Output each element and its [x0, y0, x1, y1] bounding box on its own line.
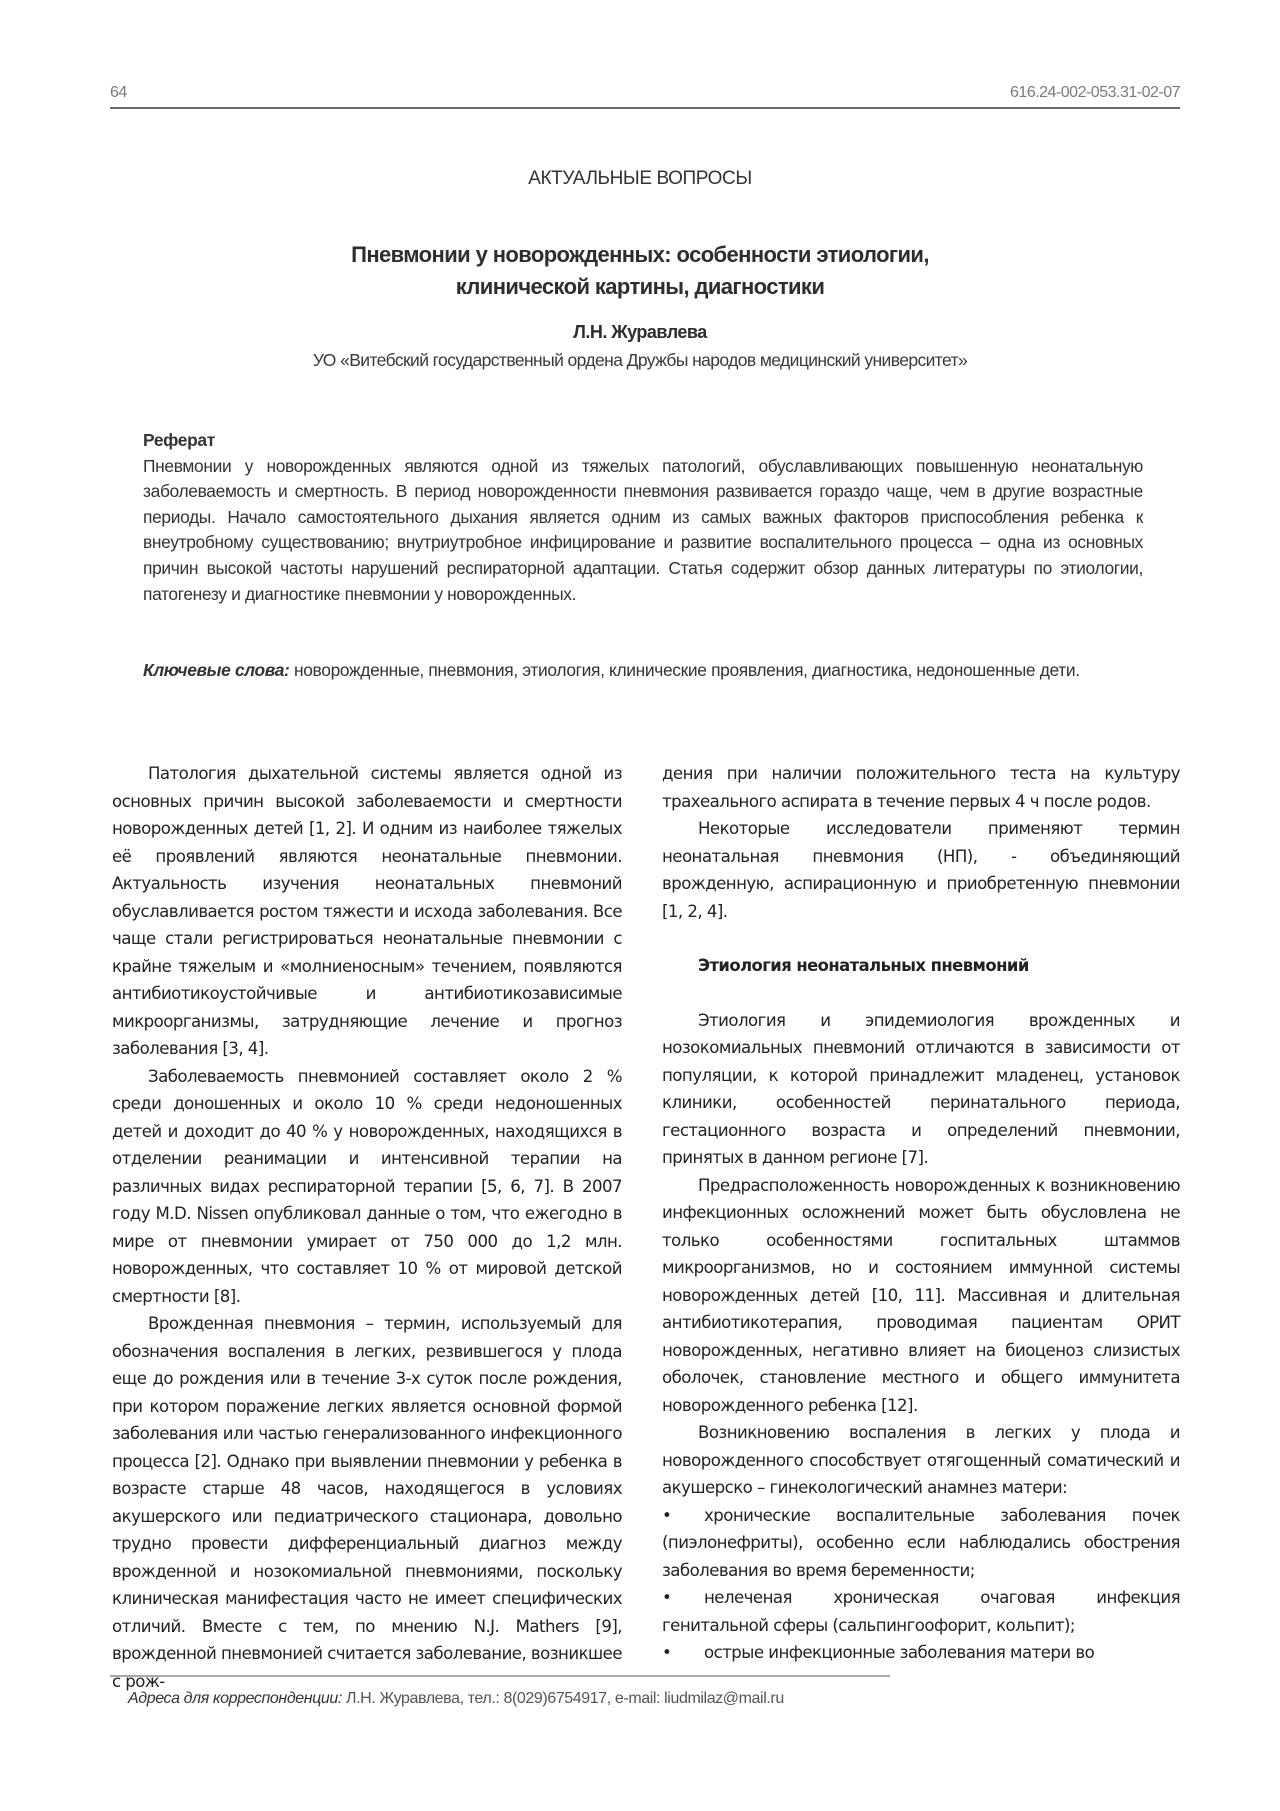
- body-paragraph: Предрасположенность новорожденных к возникновению инфекционных осложнений может быть обусловлена не только особенностями госпитальных штаммов микроорганизмов, но и состоянием иммунной системы новорожденных детей [10, 11]. Массивная и длительная антибиотикотерапия, проводимая пациентам ОРИТ новорожденных, негативно влияет на биоценоз слизистых оболочек, становление местного и общего иммунитета новорожденного ребенка [12].: [662, 1175, 1180, 1415]
- body-paragraph: Этиология и эпидемиология врожденных и нозокомиальных пневмоний отличаются в зависимости от популяции, к которой принадлежит младенец, установок клиники, особенностей перинатального периода, гестационного возраста и определений пневмонии, принятых в данном регионе [7].: [662, 1010, 1180, 1167]
- section-label: АКТУАЛЬНЫЕ ВОПРОСЫ: [528, 168, 752, 189]
- bullet-icon: •: [662, 1588, 672, 1607]
- bullet-icon: •: [662, 1505, 672, 1525]
- body-column-left: [112, 760, 622, 1695]
- page-number: 64: [110, 84, 127, 101]
- keywords-text: новорожденные, пневмония, этиология, клинические проявления, диагностика, недоношенные дети.: [289, 660, 1080, 680]
- abstract-text: Пневмонии у новорожденных являются одной из тяжелых патологий, обуславливающих повышенную неонатальную заболеваемость и смертность. В период новорожденности пневмония развивается гораздо чаще, чем в другие возрастные периоды. Начало самостоятельного дыхания является одним из самых важных факторов приспособления ребенка к внеутробному существованию; внутриутробное инфицирование и развитие воспалительного процесса – одна из основных причин высокой частоты нарушений респираторной адаптации. Статья содержит обзор данных литературы по этиологии, патогенезу и диагностике пневмонии у новорожденных.: [143, 455, 1143, 604]
- body-paragraph: Врожденная пневмония – термин, используемый для обозначения воспаления в легких, резвившегося у плода еще до рождения или в течение 3-х суток после рождения, при котором поражение легких является основной формой заболевания или частью генерализованного инфекционного процесса [2]. Однако при выявлении пневмонии у ребенка в возрасте старше 48 часов, находящегося в условиях акушерского или педиатрического стационара, довольно трудно провести дифференциальный диагноз между врожденной и нозокомиальной пневмониями, поскольку клиническая манифестация часто не имеет специфических отличий. Вместе с тем, по мнению N.J. Mathers [9], врожденной пневмонией считается заболевание, возникшее с рож-: [112, 1314, 622, 1691]
- header-divider: [110, 107, 1180, 109]
- correspondence-text: Л.Н. Журавлева, тел.: 8(029)6754917, e-mail: liudmilaz@mail.ru: [341, 1690, 784, 1707]
- udc-code: 616.24-002-053.31-02-07: [1010, 84, 1180, 101]
- footer-divider: [110, 1675, 890, 1677]
- article-title-line-2: клинической картины, диагностики: [455, 274, 825, 299]
- abstract-heading: Реферат: [143, 430, 215, 450]
- correspondence-label: Адреса для корреспонденции:: [128, 1690, 342, 1707]
- body-paragraph: Заболеваемость пневмонией составляет около 2 % среди доношенных и около 10 % среди недоношенных детей и доходит до 40 % у новорожденных, находящихся в отделении реанимации и интенсивной терапии на различных видах респираторной терапии [5, 6, 7]. В 2007 году M.D. Nissen опубликовал данные о том, что ежегодно в мире от пневмонии умирает от 750 000 до 1,2 млн. новорожденных, что составляет 10 % от мировой детской смертности [8].: [112, 1066, 622, 1306]
- body-paragraph: Некоторые исследователи применяют термин неонатальная пневмония (НП), - объединяющий врожденную, аспирационную и приобретенную пневмонии [1, 2, 4].: [662, 819, 1180, 921]
- body-paragraph: Патология дыхательной системы является одной из основных причин высокой заболеваемости и смертности новорожденных детей [1, 2]. И одним из наиболее тяжелых её проявлений являются неонатальные пневмонии. Актуальность изучения неонатальных пневмоний обуславливается ростом тяжести и исхода заболевания. Все чаще стали регистрироваться неонатальные пневмонии с крайне тяжелым и «молниеносным» течением, появляются антибиотикоустойчивые и антибиотикозависимые микроорганизмы, затрудняющие лечение и прогноз заболевания [3, 4].: [112, 764, 622, 1058]
- list-item-text: хронические воспалительные заболевания почек (пиэлонефриты), особенно если наблюдались обострения заболевания во время беременности;: [662, 1505, 1180, 1580]
- list-item-text: нелеченая хроническая очаговая инфекция генитальной сферы (сальпингоофорит, кольпит);: [662, 1588, 1180, 1635]
- running-header: [110, 84, 1180, 108]
- list-item: [662, 1639, 1180, 1667]
- list-item: [662, 1584, 1180, 1639]
- author-affiliation: УО «Витебский государственный ордена Дружбы народов медицинский университет»: [312, 350, 968, 370]
- body-column-right: [662, 760, 1180, 1667]
- list-item: [662, 1502, 1180, 1585]
- risk-factor-list: [662, 1502, 1180, 1667]
- body-paragraph: Возникновению воспаления в легких у плода и новорожденного способствует отягощенный соматический и акушерско – гинекологический анамнез матери:: [662, 1423, 1180, 1497]
- article-title: [200, 239, 1080, 303]
- section-heading: Этиология неонатальных пневмоний: [698, 956, 1029, 975]
- article-author: Л.Н. Журавлева: [573, 322, 707, 342]
- keywords-label: Ключевые слова:: [143, 660, 290, 680]
- keywords: [143, 658, 1143, 684]
- abstract: [143, 428, 1143, 607]
- body-paragraph-continuation: дения при наличии положительного теста на культуру трахеального аспирата в течение первых 4 ч после родов.: [662, 764, 1180, 811]
- correspondence-footnote: [128, 1690, 1028, 1708]
- list-item-text: острые инфекционные заболевания матери во: [704, 1643, 1095, 1662]
- article-title-line-1: Пневмонии у новорожденных: особенности этиологии,: [351, 242, 929, 267]
- bullet-icon: •: [662, 1643, 672, 1662]
